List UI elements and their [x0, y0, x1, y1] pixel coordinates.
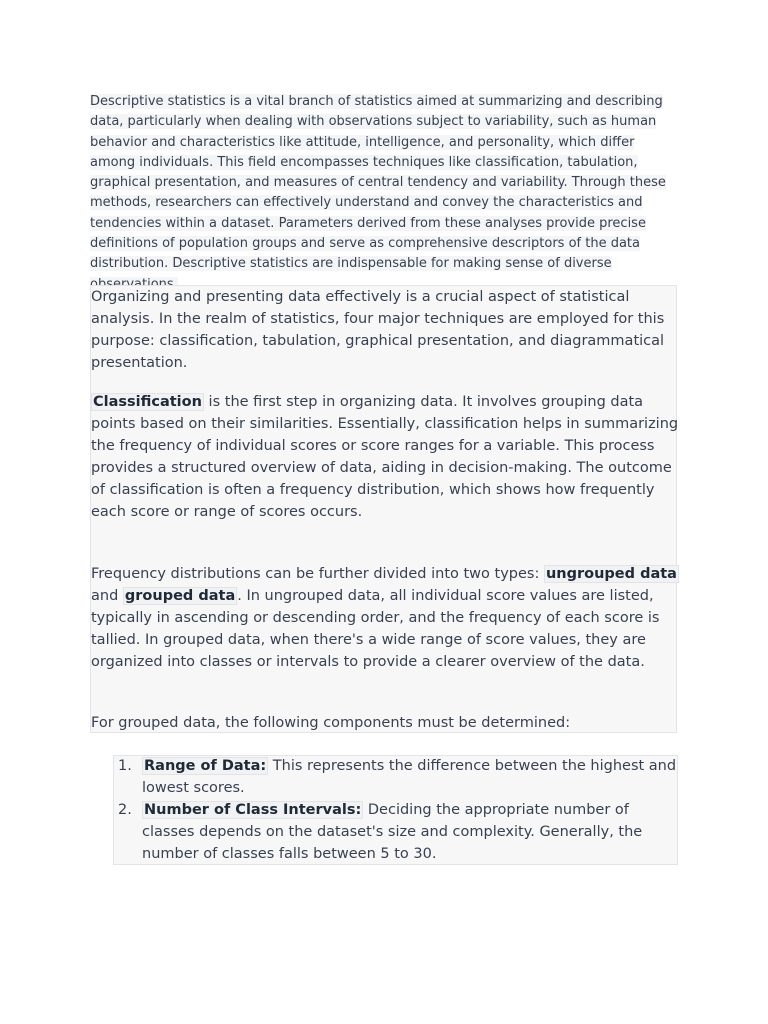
grouped-data-term: grouped data — [124, 588, 236, 605]
list-item-number: 2. — [118, 802, 132, 819]
list-item-number: 1. — [118, 758, 132, 774]
ungrouped-data-term: ungrouped data — [545, 566, 677, 582]
overview-paragraph: Organizing and presenting data effectively is a crucial aspect of statistical analysis. In the realm of statistics, four major techniques are employed for this purpose: classification, tabulation, graphical presentation, and diagrammatical presentation. — [91, 289, 665, 372]
intro-paragraph — [90, 92, 680, 295]
range-of-data-term: Range of Data: — [144, 758, 267, 774]
list-item — [113, 799, 678, 865]
components-list — [113, 755, 678, 865]
list-item-text: This represents the difference between the highest and lowest scores. — [142, 758, 677, 797]
class-intervals-term: Number of Class Intervals: — [144, 802, 362, 819]
frequency-mid: and — [91, 588, 123, 605]
classification-text: is the first step in organizing data. It involves grouping data points based on their similarities. Essentially, classification helps in summarizing the frequency of individual scores or score ranges for a variable. This process provides a structured overview of data, aiding in decision-making. The outcome of classification is often a frequency distribution, which shows how frequently each score or range of scores occurs. — [91, 394, 679, 521]
classification-term: Classification — [93, 394, 202, 410]
frequency-text: . In ungrouped data, all individual score values are listed, typically in ascending or descending order, and the frequency of each score is tallied. In grouped data, when there's a wide range of score values, they are organized into classes or intervals to provide a clearer overview of the data. — [91, 588, 660, 671]
frequency-lead: Frequency distributions can be further divided into two types: — [91, 566, 544, 582]
list-item — [113, 755, 678, 799]
components-intro: For grouped data, the following components must be determined: — [91, 715, 571, 731]
intro-text: Descriptive statistics is a vital branch of statistics aimed at summarizing and describing data, particularly when dealing with observations subject to variability, such as human behavior and characteristics like attitude, intelligence, and personality, which differ among individuals. This field encompasses techniques like classification, tabulation, graphical presentation, and measures of central tendency and variability. Through these methods, researchers can effectively understand and convey the characteristics and tendencies within a dataset. Parameters derived from these analyses provide precise definitions of population groups and serve as comprehensive descriptors of the data distribution. Descriptive statistics are indispensable for making sense of diverse — [90, 94, 666, 292]
list-item-text: Deciding the appropriate number of classes depends on the dataset's size and complexity. Generally, the number of classes falls between 5 to 30. — [142, 802, 643, 863]
frequency-paragraph — [91, 563, 679, 673]
classification-paragraph — [91, 391, 679, 524]
